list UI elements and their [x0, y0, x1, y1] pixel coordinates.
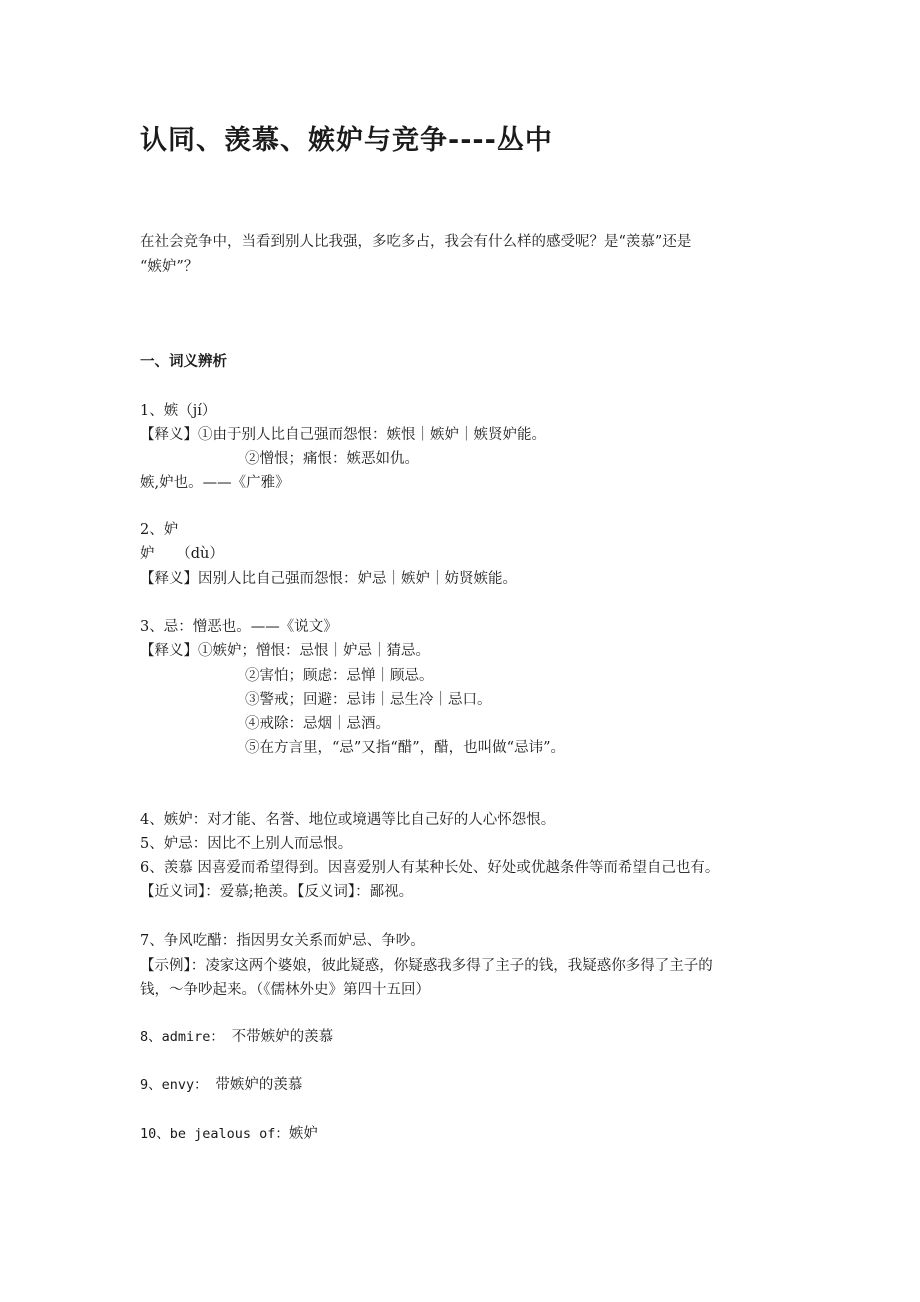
entry-8-term: 8、admire：: [140, 1029, 218, 1045]
page-title: 认同、羡慕、嫉妒与竞争----丛中: [140, 125, 553, 156]
entry-4: 4、嫉妒：对才能、名誉、地位或境遇等比自己好的人心怀怨恨。: [140, 812, 556, 828]
entry-1-def-2: ②憎恨；痛恨：嫉恶如仇。: [245, 451, 419, 467]
entry-3-def-3: ③警戒；回避：忌讳｜忌生冷｜忌口。: [245, 692, 492, 708]
entry-7-example-2: 钱，～争吵起来。（《儒林外史》第四十五回）: [140, 982, 430, 998]
entry-6: 6、羡慕 因喜爱而希望得到。因喜爱别人有某种长处、好处或优越条件等而希望自己也有。: [140, 860, 720, 876]
entry-8-meaning: 不带嫉妒的羡慕: [217, 1029, 334, 1045]
entry-1-head: 1、嫉（jí）: [140, 403, 217, 419]
entry-5: 5、妒忌：因比不上别人而忌恨。: [140, 836, 353, 852]
entry-10-meaning: 嫉妒: [288, 1126, 318, 1142]
intro-line-1: 在社会竞争中，当看到别人比我强，多吃多占，我会有什么样的感受呢？是“羡慕”还是: [140, 234, 692, 250]
entry-7-example-1: 【示例】：凌家这两个婆娘，彼此疑惑，你疑惑我多得了主子的钱，我疑惑你多得了主子的: [140, 958, 713, 974]
entry-9-meaning: 带嫉妒的羡慕: [200, 1077, 303, 1093]
entry-3-def-1: 【释义】①嫉妒；憎恨：忌恨｜妒忌｜猜忌。: [140, 643, 430, 659]
entry-8: [140, 1027, 333, 1047]
entry-1-def-1: 【释义】①由于别人比自己强而怨恨：嫉恨｜嫉妒｜嫉贤妒能。: [140, 427, 546, 443]
entry-3-head: 3、忌：憎恶也。——《说文》: [140, 619, 338, 635]
entry-3-def-5: ⑤在方言里，“忌”又指“醋”，醋，也叫做“忌讳”。: [245, 740, 565, 756]
intro-line-2: “嫉妒”？: [140, 259, 199, 275]
entry-2-def-1: 【释义】因别人比自己强而怨恨：妒忌｜嫉妒｜妨贤嫉能。: [140, 571, 517, 587]
entry-3-def-4: ④戒除：忌烟｜忌酒。: [245, 716, 390, 732]
entry-9-term: 9、envy：: [140, 1077, 201, 1093]
entry-9: [140, 1075, 302, 1095]
entry-1-quote: 嫉,妒也。——《广雅》: [140, 475, 290, 491]
entry-10: [140, 1124, 318, 1144]
entry-10-term: 10、be jealous of：: [140, 1126, 289, 1142]
entry-3-def-2: ②害怕；顾虑：忌惮｜顾忌。: [245, 668, 434, 684]
entry-2-pinyin: 妒 （dù）: [140, 546, 224, 562]
section-heading: 一、词义辨析: [140, 354, 227, 370]
entry-7-head: 7、争风吃醋：指因男女关系而妒忌、争吵。: [140, 933, 425, 949]
entry-2-head: 2、妒: [140, 522, 179, 538]
entry-6-synonyms: 【近义词】：爱慕;艳羡。【反义词】：鄙视。: [140, 884, 414, 900]
